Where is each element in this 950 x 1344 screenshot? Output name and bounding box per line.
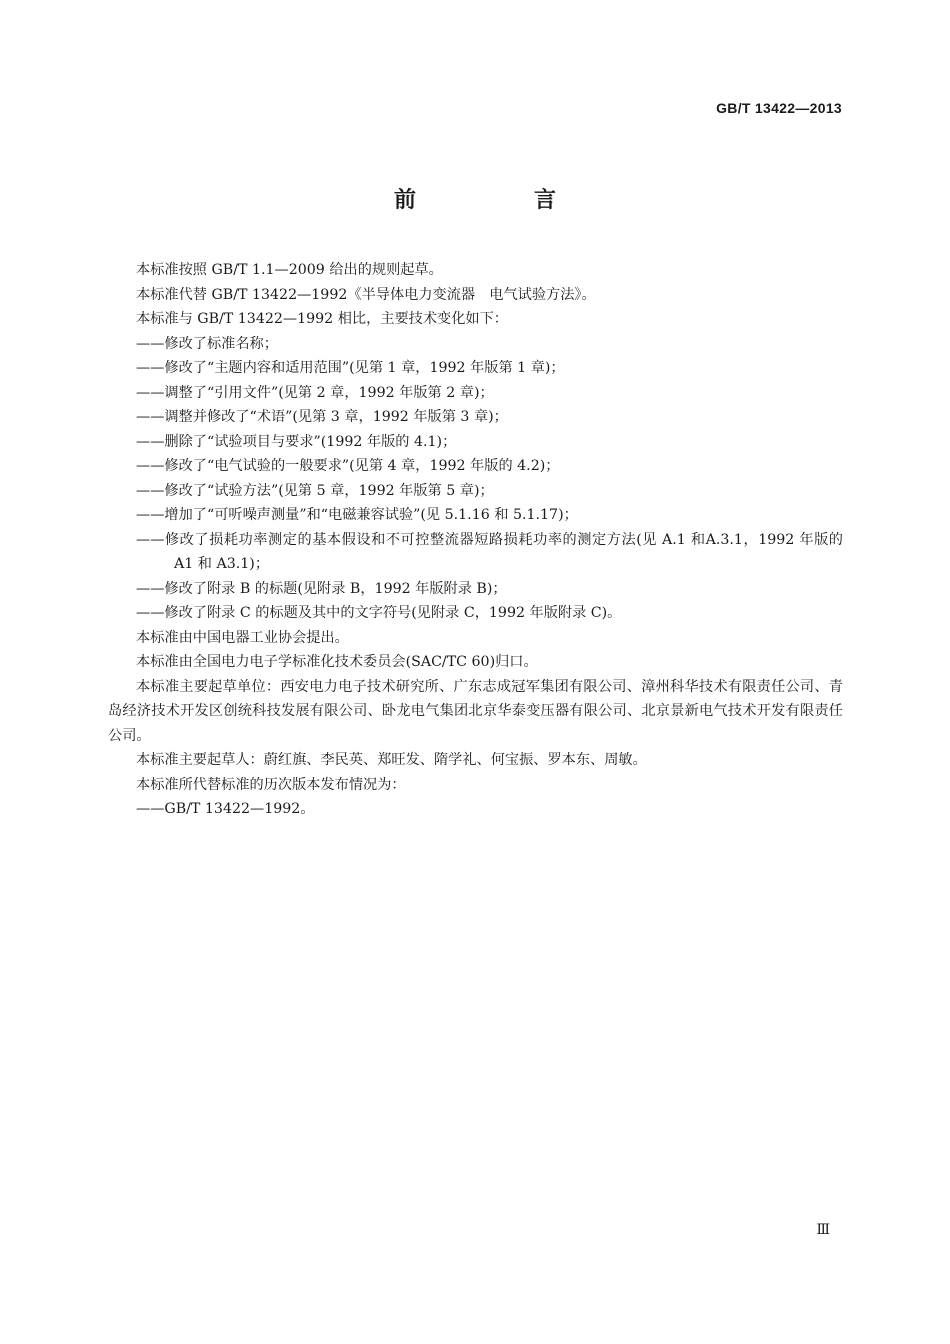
- list-item: ——增加了“可听噪声测量”和“电磁兼容试验”(见 5.1.16 和 5.1.17)；: [136, 507, 578, 523]
- list-item: ——修改了“主题内容和适用范围”(见第 1 章，1992 年版第 1 章)；: [136, 360, 565, 376]
- paragraph-changes-intro: 本标准与 GB/T 13422—1992 相比，主要技术变化如下：: [136, 311, 508, 327]
- paragraph-under-jurisdiction: 本标准由全国电力电子学标准化技术委员会(SAC/TC 60)归口。: [136, 654, 538, 670]
- paragraph-history-item: ——GB/T 13422—1992。: [136, 801, 315, 817]
- page-number: Ⅲ: [816, 1222, 830, 1238]
- list-item: ——调整了“引用文件”(见第 2 章，1992 年版第 2 章)；: [136, 384, 494, 401]
- standard-code: GB/T 13422—2013: [716, 100, 842, 116]
- paragraph-drafting-units: 本标准主要起草单位：西安电力电子技术研究所、广东志成冠军集团有限公司、漳州科华技术有限责任公司、青岛经济技术开发区创统科技发展有限公司、卧龙电气集团北京华泰变压器有限公司、北京景新电气技术开发有限责任公司。: [108, 678, 843, 744]
- list-item: ——修改了“电气试验的一般要求”(见第 4 章，1992 年版的 4.2)；: [136, 458, 560, 474]
- page-title: 前 言: [393, 188, 604, 213]
- list-item: ——修改了标准名称；: [136, 335, 278, 352]
- paragraph-drafting-rules: 本标准按照 GB/T 1.1—2009 给出的规则起草。: [136, 262, 443, 278]
- paragraph-history-intro: 本标准所代替标准的历次版本发布情况为：: [136, 776, 406, 793]
- list-item: ——修改了附录 C 的标题及其中的文字符号(见附录 C，1992 年版附录 C)。: [136, 605, 622, 621]
- list-item: ——调整并修改了“术语”(见第 3 章，1992 年版第 3 章)；: [136, 409, 508, 425]
- paragraph-drafters: 本标准主要起草人：蔚红旗、李民英、郑旺发、隋学礼、何宝振、罗本东、周敏。: [136, 752, 647, 768]
- document-body: [108, 258, 843, 822]
- list-item: ——修改了“试验方法”(见第 5 章，1992 年版第 5 章)；: [136, 482, 494, 499]
- list-item: ——删除了“试验项目与要求”(1992 年版的 4.1)；: [136, 433, 457, 450]
- list-item: ——修改了损耗功率测定的基本假设和不可控整流器短路损耗功率的测定方法(见 A.1 和A.3.1，1992 年版的 A1 和 A3.1)；: [136, 531, 843, 572]
- paragraph-proposed-by: 本标准由中国电器工业协会提出。: [136, 629, 349, 646]
- list-item: ——修改了附录 B 的标题(见附录 B，1992 年版附录 B)；: [136, 580, 507, 597]
- paragraph-replaces: 本标准代替 GB/T 13422—1992《半导体电力变流器 电气试验方法》。: [136, 286, 596, 303]
